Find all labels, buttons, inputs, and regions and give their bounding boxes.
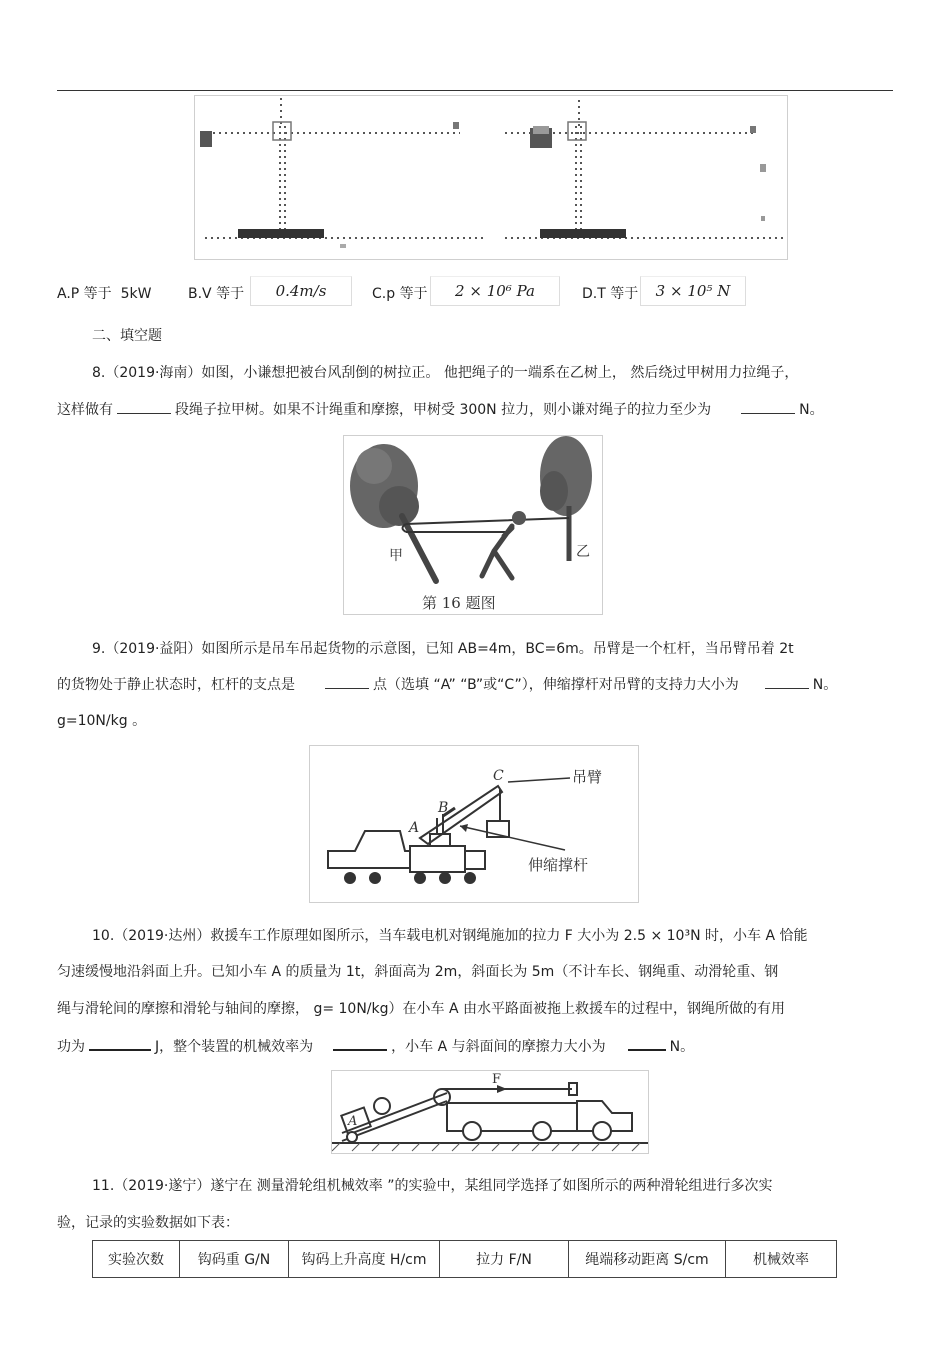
q10-text-a: 功为	[57, 1039, 85, 1055]
option-d-prefix: D.T 等于	[582, 286, 639, 302]
tree-pulling-svg	[344, 436, 602, 614]
header-cell: 钩码重 G/N	[180, 1241, 289, 1278]
q10-text-d: N。	[669, 1039, 695, 1055]
q9-blank-2[interactable]	[765, 674, 809, 689]
q10-line4	[57, 1035, 694, 1056]
q9-line2	[57, 674, 837, 694]
rescue-truck-svg	[332, 1071, 648, 1153]
q9-line1: 9.（2019·益阳）如图所示是吊车吊起货物的示意图，已知 AB=4m，BC=6m。吊臂是一个杠杆，当吊臂吊着 2t	[92, 641, 794, 657]
q9-text-b: 点（选填 “A” “B”或“C”），伸缩撑杆对吊臂的支持力大小为	[373, 677, 739, 693]
q8-blank-1[interactable]	[117, 399, 171, 414]
label-jia: 甲	[389, 548, 403, 564]
figure-caption: 第 16 题图	[422, 594, 496, 612]
option-d-formula: 3 × 10⁵ N	[640, 276, 746, 306]
q11-line2: 验，记录的实验数据如下表：	[57, 1215, 239, 1231]
q9-line3: g=10N/kg 。	[57, 713, 147, 729]
option-c-formula: 2 × 10⁶ Pa	[430, 276, 560, 306]
header-cell: 机械效率	[726, 1241, 837, 1278]
rescue-truck-figure	[331, 1070, 649, 1154]
label-a: A	[409, 820, 420, 836]
experiment-data-table	[92, 1240, 837, 1278]
q8-line2	[57, 399, 824, 419]
tree-pulling-figure	[343, 435, 603, 615]
table-header-row	[93, 1241, 837, 1278]
q8-line1: 8.（2019·海南）如图，小谦想把被台风刮倒的树拉正。 他把绳子的一端系在乙树上， 然后绕过甲树用力拉绳子，	[92, 365, 799, 381]
q10-text-b: J，整个装置的机械效率为	[155, 1039, 314, 1055]
crane-diagrams-figure	[194, 95, 788, 260]
option-b-prefix: B.V 等于	[188, 286, 245, 302]
q10-blank-2[interactable]	[333, 1035, 387, 1051]
q10-line1: 10.（2019·达州）救援车工作原理如图所示，当车载电机对钢绳施加的拉力 F 大小为 2.5 × 10³N 时，小车 A 恰能	[92, 928, 808, 944]
q10-line2: 匀速缓慢地沿斜面上升。已知小车 A 的质量为 1t，斜面高为 2m，斜面长为 5m（不计车长、钢绳重、动滑轮重、钢	[57, 964, 779, 980]
header-cell: 绳端移动距离 S/cm	[569, 1241, 726, 1278]
label-strut: 伸缩撑杆	[528, 856, 589, 874]
q11-line1: 11.（2019·遂宁）遂宁在 测量滑轮组机械效率 ”的实验中，某组同学选择了如图所示的两种滑轮组进行多次实	[92, 1178, 773, 1194]
label-f: F	[492, 1072, 502, 1087]
crane-diagrams-svg	[195, 96, 787, 259]
q8-text-c: N。	[799, 402, 824, 418]
crane-truck-svg	[310, 746, 638, 902]
crane-truck-figure	[309, 745, 639, 903]
option-a-prefix: A.P 等于	[57, 286, 112, 302]
label-arm: 吊臂	[572, 768, 603, 786]
option-b-formula: 0.4m/s	[250, 276, 352, 306]
q9-blank-1[interactable]	[325, 674, 369, 689]
section-title: 二、填空题	[92, 328, 162, 344]
q10-blank-1[interactable]	[89, 1035, 151, 1051]
q10-text-c: ，小车 A 与斜面间的摩擦力大小为	[391, 1039, 606, 1055]
label-b: B	[438, 800, 449, 816]
header-cell: 实验次数	[93, 1241, 180, 1278]
q10-blank-3[interactable]	[628, 1035, 666, 1051]
top-rule	[57, 90, 893, 91]
q8-text-b: 段绳子拉甲树。如果不计绳重和摩擦，甲树受 300N 拉力，则小谦对绳子的拉力至少为	[175, 402, 712, 418]
label-yi: 乙	[576, 544, 590, 560]
q8-text-a: 这样做有	[57, 402, 113, 418]
q9-text-a: 的货物处于静止状态时，杠杆的支点是	[57, 677, 295, 693]
option-a-value: 5kW	[120, 286, 152, 302]
label-a: A	[348, 1114, 358, 1129]
q10-line3: 绳与滑轮间的摩擦和滑轮与轴间的摩擦， g= 10N/kg）在小车 A 由水平路面被拖上救援车的过程中，钢绳所做的有用	[57, 1001, 785, 1017]
option-a	[57, 283, 151, 303]
q9-text-c: N。	[812, 677, 838, 693]
header-cell: 钩码上升高度 H/cm	[289, 1241, 440, 1278]
option-c-prefix: C.p 等于	[372, 286, 428, 302]
label-c: C	[493, 768, 504, 784]
header-cell: 拉力 F/N	[440, 1241, 569, 1278]
q8-blank-2[interactable]	[741, 399, 795, 414]
